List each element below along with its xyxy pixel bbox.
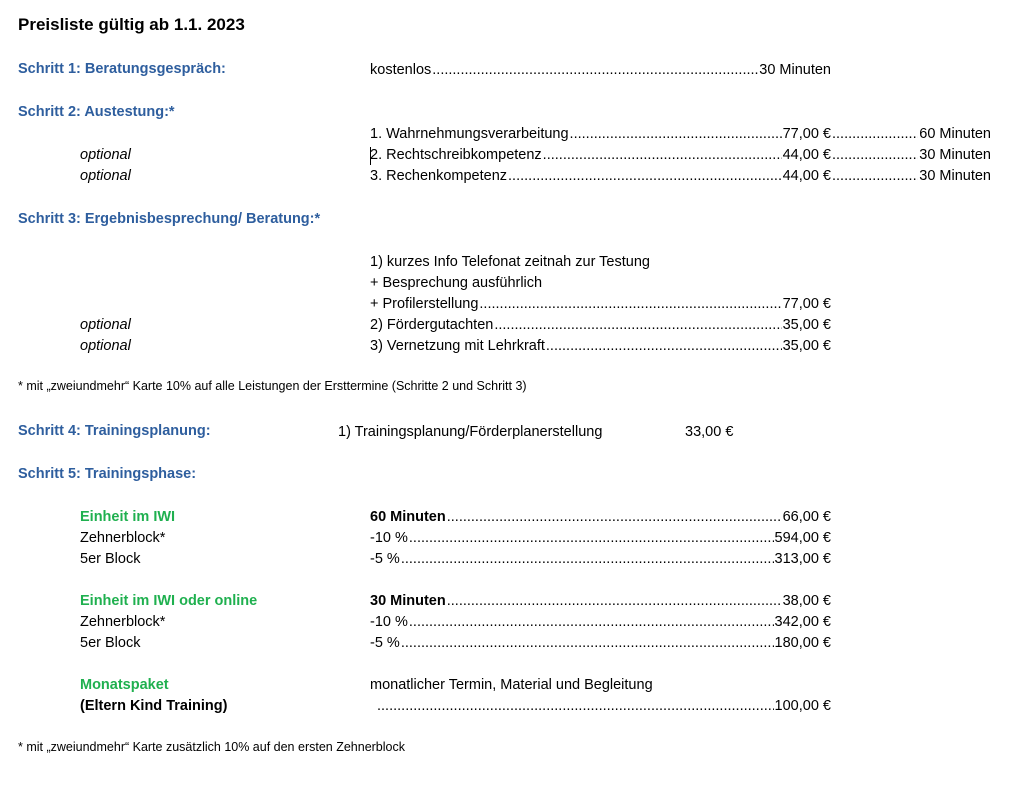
step2-row-3-duration-line — [831, 168, 991, 184]
step2-row-1-duration-line — [831, 126, 991, 142]
page-title: Preisliste gültig ab 1.1. 2023 — [18, 15, 245, 34]
block2-title: Einheit im IWI oder online — [80, 593, 258, 609]
step3-row-price: 35,00 € — [782, 338, 831, 354]
block2-row — [370, 635, 831, 651]
block2-row-price: 342,00 € — [774, 614, 831, 630]
step2-row-label: 1. Wahrnehmungsverarbeitung — [370, 126, 569, 142]
block1-duration: 60 Minuten — [370, 509, 446, 525]
step2-row-price: 44,00 € — [782, 147, 831, 163]
block2-row-label: Zehnerblock* — [80, 614, 166, 630]
block1-discount: -5 % — [370, 551, 400, 567]
step1-line — [370, 62, 831, 78]
block1-row-label: Zehnerblock* — [80, 530, 166, 546]
step5-footnote: * mit „zweiundmehr“ Karte zusätzlich 10% auf den ersten Zehnerblock — [18, 740, 405, 754]
block2-row-price: 180,00 € — [774, 635, 831, 651]
step3-row-3 — [370, 338, 831, 354]
step2-heading: Schritt 2: Austestung:* — [18, 104, 175, 120]
step2-row-label: 2. Rechtschreibkompetenz — [370, 147, 542, 163]
block1-row — [370, 551, 831, 567]
block2-discount: -10 % — [370, 614, 408, 630]
step3-line-2: + Besprechung ausführlich — [370, 275, 543, 291]
step3-row-2 — [370, 317, 831, 333]
step2-row-duration: 60 Minuten — [919, 126, 991, 142]
step2-row-price: 77,00 € — [782, 126, 831, 142]
package-title: Monatspaket — [80, 677, 169, 693]
step1-heading: Schritt 1: Beratungsgespräch: — [18, 61, 226, 77]
step3-row-label: + Profilerstellung — [370, 296, 479, 312]
block2-price: 38,00 € — [782, 593, 831, 609]
step2-optional-label: optional — [80, 168, 131, 184]
block1-row-price: 594,00 € — [774, 530, 831, 546]
step4-label: 1) Trainingsplanung/Förderplanerstellung — [338, 424, 603, 440]
step2-optional-label: optional — [80, 147, 131, 163]
step2-row-2-duration-line — [831, 147, 991, 163]
block1-discount: -10 % — [370, 530, 408, 546]
package-price-row — [376, 698, 831, 714]
block2-discount: -5 % — [370, 635, 400, 651]
step3-line-1: 1) kurzes Info Telefonat zeitnah zur Testung — [370, 254, 650, 270]
step2-row-label: 3. Rechenkompetenz — [370, 168, 508, 184]
step4-heading: Schritt 4: Trainingsplanung: — [18, 423, 211, 439]
step3-row-1 — [370, 296, 831, 312]
step2-row-duration: 30 Minuten — [919, 168, 991, 184]
step1-duration: 30 Minuten — [759, 62, 831, 78]
step3-optional-label: optional — [80, 338, 131, 354]
step1-label: kostenlos — [370, 62, 432, 78]
block2-row — [370, 614, 831, 630]
step3-optional-label: optional — [80, 317, 131, 333]
step2-row-2 — [370, 147, 831, 163]
step3-row-price: 77,00 € — [782, 296, 831, 312]
step2-row-duration: 30 Minuten — [919, 147, 991, 163]
block2-main-row — [370, 593, 831, 609]
package-price: 100,00 € — [774, 698, 831, 714]
block2-duration: 30 Minuten — [370, 593, 446, 609]
step2-row-price: 44,00 € — [782, 168, 831, 184]
step2-row-1 — [370, 126, 831, 142]
block1-row — [370, 530, 831, 546]
package-subtitle: (Eltern Kind Training) — [80, 698, 228, 714]
step4-price: 33,00 € — [685, 424, 734, 440]
step3-footnote: * mit „zweiundmehr“ Karte 10% auf alle Leistungen der Ersttermine (Schritte 2 und Schritt 3) — [18, 379, 527, 393]
step5-heading: Schritt 5: Trainingsphase: — [18, 466, 197, 482]
step3-row-label: 2) Fördergutachten — [370, 317, 494, 333]
block1-price: 66,00 € — [782, 509, 831, 525]
step2-row-3 — [370, 168, 831, 184]
block2-row-label: 5er Block — [80, 635, 141, 651]
block1-row-label: 5er Block — [80, 551, 141, 567]
step3-row-label: 3) Vernetzung mit Lehrkraft — [370, 338, 545, 354]
package-description: monatlicher Termin, Material und Begleitung — [370, 677, 653, 693]
block1-main-row — [370, 509, 831, 525]
step3-row-price: 35,00 € — [782, 317, 831, 333]
step3-heading: Schritt 3: Ergebnisbesprechung/ Beratung:* — [18, 211, 321, 227]
block1-row-price: 313,00 € — [774, 551, 831, 567]
block1-title: Einheit im IWI — [80, 509, 176, 525]
